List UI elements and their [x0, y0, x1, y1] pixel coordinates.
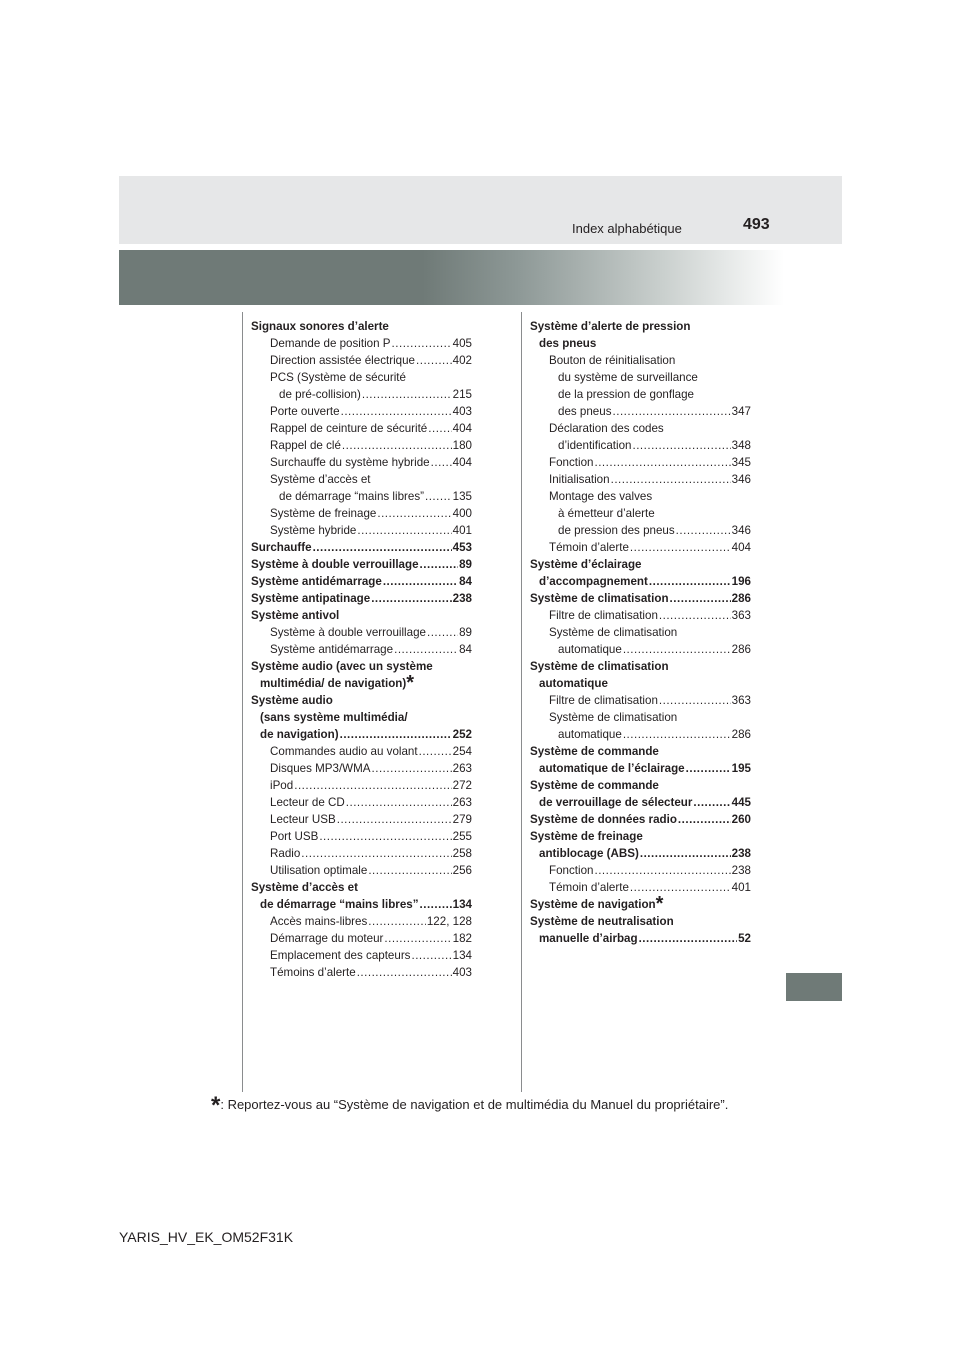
- index-entry: [530, 811, 751, 828]
- index-entry: [251, 794, 472, 811]
- dot-leader: [372, 760, 452, 777]
- index-entry-text: Fonction: [549, 456, 594, 469]
- dot-leader: [639, 930, 738, 947]
- index-entry: [530, 692, 751, 709]
- dot-leader: [613, 403, 731, 420]
- index-entry-page: 134: [452, 949, 472, 962]
- dot-leader: [384, 930, 451, 947]
- index-entry-page: 196: [731, 575, 751, 588]
- index-entry-text: Système audio (avec un système: [251, 660, 433, 673]
- index-entry: [530, 624, 751, 641]
- index-entry-text: Système de climatisation: [549, 711, 678, 724]
- index-entry-page: 254: [452, 745, 472, 758]
- index-entry: [530, 726, 751, 743]
- index-entry-page: 272: [452, 779, 472, 792]
- index-entry: [251, 488, 472, 505]
- index-entry-text: Porte ouverte: [270, 405, 340, 418]
- index-entry-text: Port USB: [270, 830, 319, 843]
- dot-leader: [425, 488, 452, 505]
- index-entry-text: Filtre de climatisation: [549, 609, 658, 622]
- index-entry: [530, 454, 751, 471]
- index-entry-text: Système de climatisation: [530, 592, 669, 605]
- index-entry-text: des pneus: [539, 337, 597, 350]
- index-entry: [251, 845, 472, 862]
- index-entry-text: Bouton de réinitialisation: [549, 354, 676, 367]
- index-entry-page: 345: [731, 456, 751, 469]
- index-entry: [251, 590, 472, 607]
- index-entry: [251, 672, 472, 694]
- index-entry: [251, 420, 472, 437]
- index-entry-text: Système antivol: [251, 609, 340, 622]
- dot-leader: [649, 573, 731, 590]
- dot-leader: [659, 692, 731, 709]
- index-entry: [251, 726, 472, 743]
- index-entry-page: 346: [731, 524, 751, 537]
- footnote-text: : Reportez-vous au “Système de navigation et de multimédia du Manuel du propriétaire”.: [220, 1097, 729, 1112]
- index-entry-text: de démarrage “mains libres”: [260, 898, 419, 911]
- dot-leader: [623, 726, 731, 743]
- index-entry: [251, 369, 472, 386]
- dot-leader: [368, 862, 451, 879]
- index-entry-page: 286: [731, 643, 751, 656]
- dot-leader: [362, 386, 452, 403]
- column-divider-left: [242, 312, 243, 1092]
- index-entry: [530, 607, 751, 624]
- index-entry-text: Signaux sonores d’alerte: [251, 320, 389, 333]
- index-entry-page: 84: [459, 643, 472, 656]
- index-entry-text: Témoins d’alerte: [270, 966, 356, 979]
- index-entry-text: de pression des pneus: [558, 524, 675, 537]
- dot-leader: [294, 777, 451, 794]
- index-entry: [530, 471, 751, 488]
- index-entry-page: 445: [731, 796, 751, 809]
- index-column-right: [530, 318, 751, 947]
- index-entry-page: 402: [452, 354, 472, 367]
- decorative-gradient-bar: [119, 250, 842, 305]
- index-entry: [251, 556, 472, 573]
- index-entry-page: 182: [452, 932, 472, 945]
- index-entry: [530, 709, 751, 726]
- dot-leader: [693, 794, 730, 811]
- index-entry-page: 363: [731, 609, 751, 622]
- index-entry-text: Fonction: [549, 864, 594, 877]
- dot-leader: [670, 590, 731, 607]
- index-entry-page: 52: [738, 932, 751, 945]
- dot-leader: [383, 573, 458, 590]
- index-entry: [530, 403, 751, 420]
- index-entry-page: 263: [452, 796, 472, 809]
- index-entry: [251, 913, 472, 930]
- index-entry: [530, 352, 751, 369]
- index-entry: [530, 794, 751, 811]
- dot-leader: [368, 913, 426, 930]
- index-entry-text: de la pression de gonflage: [558, 388, 695, 401]
- index-entry-page: 404: [452, 422, 472, 435]
- index-entry-page: 195: [731, 762, 751, 775]
- index-entry-text: Lecteur de CD: [270, 796, 345, 809]
- index-entry: [251, 318, 472, 335]
- index-entry-page: 346: [731, 473, 751, 486]
- index-entry-text: Rappel de clé: [270, 439, 341, 452]
- index-entry-text: antiblocage (ABS): [539, 847, 639, 860]
- index-entry: [251, 437, 472, 454]
- index-entry-page: 453: [452, 541, 472, 554]
- index-entry-text: d’accompagnement: [539, 575, 648, 588]
- index-entry: [251, 896, 472, 913]
- index-entry: [251, 692, 472, 709]
- index-entry-text: Disques MP3/WMA: [270, 762, 371, 775]
- index-entry: [530, 675, 751, 692]
- dot-leader: [357, 522, 451, 539]
- index-entry-page: 89: [459, 626, 472, 639]
- dot-leader: [346, 794, 452, 811]
- index-entry: [251, 403, 472, 420]
- index-entry: [251, 828, 472, 845]
- index-entry: [530, 505, 751, 522]
- index-entry-page: 255: [452, 830, 472, 843]
- index-entry-text: Système d’accès et: [270, 473, 371, 486]
- section-title: Index alphabétique: [572, 221, 682, 236]
- index-entry-text: Montage des valves: [549, 490, 653, 503]
- index-entry-text: de démarrage “mains libres”: [279, 490, 424, 503]
- index-entry-text: Système à double verrouillage: [251, 558, 419, 571]
- index-entry-text: Système de données radio: [530, 813, 677, 826]
- index-entry: [530, 539, 751, 556]
- index-entry-page: 286: [731, 592, 751, 605]
- index-entry-page: 403: [452, 966, 472, 979]
- index-entry-page: 347: [731, 405, 751, 418]
- index-entry-text: automatique de l’éclairage: [539, 762, 685, 775]
- index-entry: [251, 709, 472, 726]
- index-entry-text: iPod: [270, 779, 294, 792]
- index-entry-text: Déclaration des codes: [549, 422, 664, 435]
- dot-leader: [676, 522, 731, 539]
- index-entry-page: 404: [731, 541, 751, 554]
- index-entry-page: 348: [731, 439, 751, 452]
- index-entry-page: 238: [731, 864, 751, 877]
- index-entry: [530, 386, 751, 403]
- index-entry-text: Système de commande: [530, 779, 659, 792]
- index-entry-page: 238: [731, 847, 751, 860]
- dot-leader: [411, 947, 451, 964]
- index-entry: [251, 352, 472, 369]
- index-entry-page: 122, 128: [426, 915, 472, 928]
- dot-leader: [678, 811, 731, 828]
- index-entry-text: automatique: [539, 677, 608, 690]
- dot-leader: [337, 811, 452, 828]
- index-entry-text: Témoin d’alerte: [549, 541, 629, 554]
- document-id: YARIS_HV_EK_OM52F31K: [119, 1229, 294, 1245]
- index-entry-page: 401: [452, 524, 472, 537]
- dot-leader: [611, 471, 731, 488]
- index-entry: [251, 471, 472, 488]
- index-entry-text: Demande de position P: [270, 337, 391, 350]
- index-entry: [251, 641, 472, 658]
- index-entry-page: 363: [731, 694, 751, 707]
- index-entry: [251, 777, 472, 794]
- index-entry-text: Système de climatisation: [549, 626, 678, 639]
- dot-leader: [416, 352, 452, 369]
- index-entry: [530, 590, 751, 607]
- index-entry-text: de verrouillage de sélecteur: [539, 796, 693, 809]
- chapter-tab: [786, 973, 842, 1001]
- index-entry-text: Système de freinage: [530, 830, 643, 843]
- index-entry-text: Système de navigation: [530, 898, 656, 911]
- index-entry: [530, 437, 751, 454]
- index-entry-text: automatique: [558, 643, 622, 656]
- dot-leader: [301, 845, 451, 862]
- dot-leader: [419, 743, 452, 760]
- footnote-star: *: [655, 893, 664, 915]
- dot-leader: [427, 624, 458, 641]
- index-entry: [251, 335, 472, 352]
- index-entry: [251, 930, 472, 947]
- index-entry-page: 84: [459, 575, 472, 588]
- dot-leader: [340, 726, 452, 743]
- dot-leader: [371, 590, 451, 607]
- index-entry-text: Initialisation: [549, 473, 610, 486]
- dot-leader: [428, 420, 451, 437]
- index-entry-text: Système d’alerte de pression: [530, 320, 691, 333]
- index-entry-text: Emplacement des capteurs: [270, 949, 411, 962]
- index-entry: [530, 879, 751, 896]
- index-entry: [251, 760, 472, 777]
- index-entry-page: 238: [452, 592, 472, 605]
- index-entry: [251, 811, 472, 828]
- dot-leader: [420, 556, 459, 573]
- index-entry: [251, 573, 472, 590]
- index-entry-text: Direction assistée électrique: [270, 354, 415, 367]
- dot-leader: [313, 539, 452, 556]
- index-entry-text: Filtre de climatisation: [549, 694, 658, 707]
- dot-leader: [392, 335, 452, 352]
- index-entry-text: (sans système multimédia/: [260, 711, 408, 724]
- index-entry-page: 252: [452, 728, 472, 741]
- index-entry: [251, 658, 472, 675]
- dot-leader: [632, 437, 730, 454]
- dot-leader: [594, 862, 730, 879]
- index-entry-page: 134: [452, 898, 472, 911]
- index-entry-page: 279: [452, 813, 472, 826]
- dot-leader: [623, 641, 731, 658]
- index-entry-page: 263: [452, 762, 472, 775]
- footnote-star: *: [211, 1092, 221, 1119]
- index-entry-text: Surchauffe: [251, 541, 312, 554]
- index-entry-page: 258: [452, 847, 472, 860]
- index-entry-page: 89: [459, 558, 472, 571]
- index-entry-page: 400: [452, 507, 472, 520]
- index-entry: [251, 624, 472, 641]
- footnote: [211, 1092, 729, 1119]
- dot-leader: [420, 896, 452, 913]
- index-entry: [251, 879, 472, 896]
- index-entry-text: Témoin d’alerte: [549, 881, 629, 894]
- dot-leader: [630, 879, 731, 896]
- dot-leader: [394, 641, 458, 658]
- index-entry: [251, 505, 472, 522]
- index-entry-text: Commandes audio au volant: [270, 745, 418, 758]
- index-entry: [251, 947, 472, 964]
- index-entry-text: de navigation): [260, 728, 339, 741]
- index-entry-text: Système antidémarrage: [270, 643, 394, 656]
- index-entry-text: de pré-collision): [279, 388, 361, 401]
- index-entry-text: Utilisation optimale: [270, 864, 368, 877]
- index-entry: [530, 913, 751, 930]
- dot-leader: [686, 760, 731, 777]
- index-entry-text: du système de surveillance: [558, 371, 698, 384]
- index-entry-text: Rappel de ceinture de sécurité: [270, 422, 428, 435]
- index-entry: [251, 386, 472, 403]
- index-entry-text: à émetteur d’alerte: [558, 507, 655, 520]
- index-entry-text: Lecteur USB: [270, 813, 336, 826]
- index-entry: [530, 318, 751, 335]
- index-entry-text: Surchauffe du système hybride: [270, 456, 430, 469]
- index-entry-text: PCS (Système de sécurité: [270, 371, 406, 384]
- dot-leader: [341, 403, 452, 420]
- index-entry: [530, 641, 751, 658]
- dot-leader: [357, 964, 452, 981]
- column-divider-right: [521, 312, 522, 1092]
- dot-leader: [342, 437, 452, 454]
- index-entry-text: Système de neutralisation: [530, 915, 674, 928]
- index-entry-text: Système hybride: [270, 524, 357, 537]
- index-entry: [251, 964, 472, 981]
- index-entry-page: 403: [452, 405, 472, 418]
- index-entry-text: automatique: [558, 728, 622, 741]
- index-entry: [530, 420, 751, 437]
- index-entry-text: Accès mains-libres: [270, 915, 368, 928]
- dot-leader: [319, 828, 451, 845]
- index-entry-text: des pneus: [558, 405, 612, 418]
- dot-leader: [594, 454, 730, 471]
- index-entry-text: Système antipatinage: [251, 592, 371, 605]
- index-entry: [530, 335, 751, 352]
- index-entry: [251, 862, 472, 879]
- index-entry: [530, 658, 751, 675]
- index-entry-page: 180: [452, 439, 472, 452]
- index-entry: [530, 369, 751, 386]
- index-entry: [251, 539, 472, 556]
- index-entry: [530, 777, 751, 794]
- index-entry: [530, 893, 751, 915]
- index-entry: [251, 522, 472, 539]
- dot-leader: [630, 539, 731, 556]
- index-column-left: [251, 318, 472, 981]
- index-entry-text: d’identification: [558, 439, 632, 452]
- index-entry-page: 405: [452, 337, 472, 350]
- dot-leader: [640, 845, 731, 862]
- header-band: [119, 176, 842, 244]
- index-entry-text: Système d’accès et: [251, 881, 358, 894]
- index-entry: [530, 930, 751, 947]
- index-entry-text: multimédia/ de navigation): [260, 677, 407, 690]
- index-entry-text: Démarrage du moteur: [270, 932, 384, 945]
- index-entry-text: Système antidémarrage: [251, 575, 382, 588]
- index-entry-text: Système d’éclairage: [530, 558, 642, 571]
- dot-leader: [659, 607, 731, 624]
- index-entry-text: Système audio: [251, 694, 333, 707]
- index-entry-text: Système de climatisation: [530, 660, 669, 673]
- index-entry-page: 256: [452, 864, 472, 877]
- index-entry-text: Système à double verrouillage: [270, 626, 426, 639]
- index-entry: [530, 760, 751, 777]
- dot-leader: [377, 505, 451, 522]
- index-entry: [530, 573, 751, 590]
- index-entry: [530, 743, 751, 760]
- index-entry: [530, 845, 751, 862]
- index-entry-text: Système de freinage: [270, 507, 377, 520]
- index-entry-page: 135: [452, 490, 472, 503]
- index-entry-page: 215: [452, 388, 472, 401]
- index-entry: [530, 556, 751, 573]
- page-number: 493: [743, 216, 770, 233]
- index-entry: [530, 828, 751, 845]
- index-entry: [251, 607, 472, 624]
- index-entry-page: 404: [452, 456, 472, 469]
- index-entry-text: Radio: [270, 847, 301, 860]
- index-entry: [530, 488, 751, 505]
- index-entry: [251, 743, 472, 760]
- index-entry: [530, 862, 751, 879]
- index-entry-text: manuelle d’airbag: [539, 932, 638, 945]
- index-entry: [251, 454, 472, 471]
- index-entry: [530, 522, 751, 539]
- footnote-star: *: [406, 672, 415, 694]
- index-entry-page: 401: [731, 881, 751, 894]
- index-entry-page: 286: [731, 728, 751, 741]
- index-entry-text: Système de commande: [530, 745, 659, 758]
- index-entry-page: 260: [731, 813, 751, 826]
- dot-leader: [431, 454, 452, 471]
